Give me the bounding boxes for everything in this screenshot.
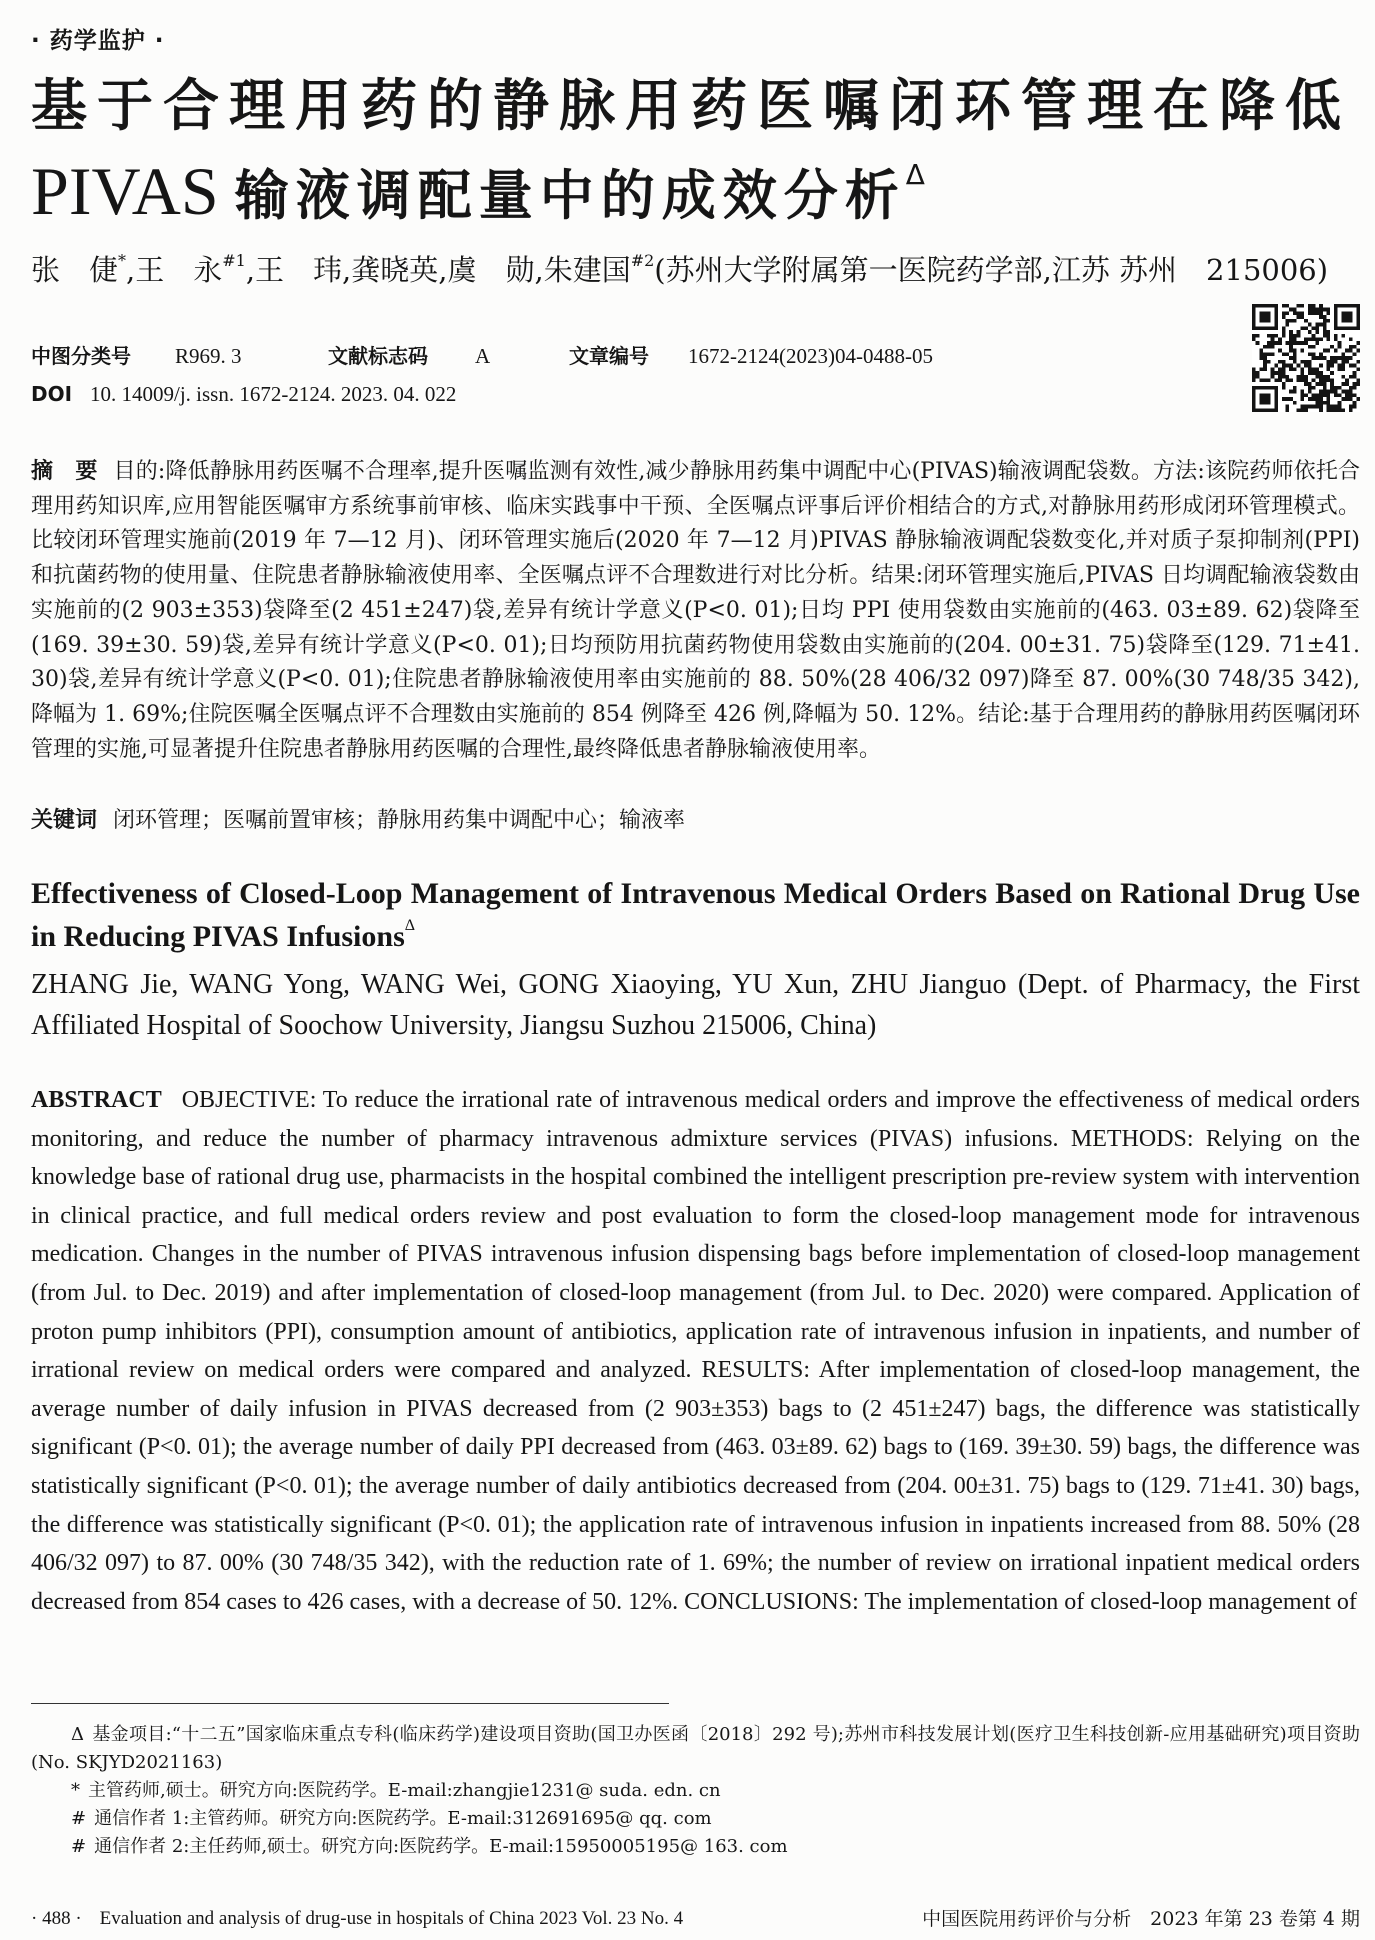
journal-name-cn: 中国医院用药评价与分析 2023 年第 23 卷第 4 期 [922, 1908, 1360, 1930]
article-no-value [688, 342, 933, 370]
footnote-mark: * [71, 1780, 80, 1801]
abstract-cn-text: 目的:降低静脉用药医嘱不合理率,提升医嘱监测有效性,减少静脉用药集中调配中心(PIVAS)输液调配袋数。方法:该院药师依托合理用药知识库,应用智能医嘱审方系统事前审核、临床实践事中干预、全医嘱点评事后评价相结合的方式,对静脉用药形成闭环管理模式。比较闭环管理实施前(2019 年 7—12 月)、闭环管理实施后(2020 年 7—12 月)PIVAS 静脉输液调配袋数变化,并对质子泵抑制剂(PPI)和抗菌药物的使用量、住院患者静脉输液使用率、全医嘱点评不合理数进行对比分析。结果:闭环管理实施后,PIVAS 日均调配输液袋数由实施前的(2 903±353)袋降至(2 451±247)袋,差异有统计学意义(P<0. 01);日均 PPI 使用袋数由实施前的(463. 03±89. 62)袋降至(169. 39±30. 59)袋,差异有统计学意义(P<0. 01);日均预防用抗菌药物使用袋数由实施前的(204. 00±31. 75)袋降至(129. 71±41. 30)袋,差异有统计学意义(P<0. 01);住院患者静脉输液使用率由实施前的 88. 50%(28 406/32 097)降至 87. 00%(30 748/35 342),降幅为 1. 69%;住院医嘱全医嘱点评不合理数由实施前的 854 例降至 426 例,降幅为 50. 12%。结论:基于合理用药的静脉用药医嘱闭环管理的实施,可显著提升住院患者静脉用药医嘱的合理性,最终降低患者静脉输液使用率。 [31, 459, 1360, 762]
footnote-funding [31, 1721, 1360, 1777]
doc-code-value [475, 342, 490, 370]
keywords-cn-label: 关键词 [31, 808, 98, 833]
section-tag: · 药学监护 · [31, 28, 165, 54]
doi-label [31, 380, 72, 408]
keywords-cn-text: 闭环管理；医嘱前置审核；静脉用药集中调配中心；输液率 [113, 808, 686, 833]
clc-value [175, 342, 242, 370]
clc-value-text: R969. 3 [175, 344, 242, 368]
abstract-cn-label: 摘 要 [31, 459, 98, 484]
authors-en: ZHANG Jie, WANG Yong, WANG Wei, GONG Xiaoying, YU Xun, ZHU Jianguo (Dept. of Pharmacy, the First Affiliated Hospital of Soochow University, Jiangsu Suzhou 215006, China) [31, 969, 1360, 1041]
clc-label [31, 342, 131, 370]
footnote-text: 基金项目:“十二五”国家临床重点专科(临床药学)建设项目资助(国卫办医函〔2018〕292 号);苏州市科技发展计划(医疗卫生科技创新-应用基础研究)项目资助(No. SKJYD2021163) [31, 1724, 1360, 1773]
footnote-corresponding-1 [31, 1805, 1360, 1833]
abstract-cn [31, 455, 1360, 803]
footnotes [31, 1721, 1360, 1866]
footnote-mark: # [71, 1836, 87, 1857]
doc-code-label [328, 342, 428, 370]
doc-code-label-text: 文献标志码 [328, 344, 428, 368]
author-1: 张 倢 [31, 253, 119, 287]
title-cn-acronym: PIVAS [31, 155, 219, 227]
author-2-mark: #1 [222, 251, 246, 270]
authors-cn [31, 249, 1360, 291]
page-number: · 488 · [31, 1908, 82, 1929]
clc-label-text: 中图分类号 [31, 344, 131, 368]
footnote-text: 通信作者 2:主任药师,硕士。研究方向:医院药学。E-mail:15950005195@ 163. com [94, 1836, 788, 1857]
footnote-text: 主管药师,硕士。研究方向:医院药学。E-mail:zhangjie1231@ suda. edn. cn [88, 1780, 721, 1801]
doi-value-text: 10. 14009/j. issn. 1672-2124. 2023. 04. 022 [90, 382, 457, 406]
doc-code-value-text: A [475, 344, 491, 368]
author-2: ,王 永 [126, 253, 223, 287]
title-cn-line-2 [31, 155, 1360, 227]
author-1-mark: * [118, 251, 127, 270]
abstract-en-text: OBJECTIVE: To reduce the irrational rate of intravenous medical orders and improve the effectiveness of medical orders monitoring, and reduce the number of pharmacy intravenous admixture services (PIVAS) infusions. METHODS: Relying on the knowledge base of rational drug use, pharmacists in the hospital combined the intelligent prescription pre-review system with intervention in clinical practice, and full medical orders review and post evaluation to form the closed-loop management mode for intravenous medication. Changes in the number of PIVAS intravenous infusion dispensing bags before implementation of closed-loop management (from Jul. to Dec. 2019) and after implementation of closed-loop management (from Jul. to Dec. 2020) were compared. Application of proton pump inhibitors (PPI), consumption amount of antibiotics, application rate of intravenous infusion in inpatients, and number of irrational review on medical orders were compared and analyzed. RESULTS: After implementation of closed-loop management, the average number of daily infusion in PIVAS decreased from (2 903±353) bags to (2 451±247) bags, the difference was statistically significant (P<0. 01); the average number of daily PPI decreased from (463. 03±89. 62) bags to (169. 39±30. 59) bags, the difference was statistically significant (P<0. 01); the average number of daily antibiotics decreased from (204. 00±31. 75) bags to (129. 71±41. 30) bags, the difference was statistically significant (P<0. 01); the application rate of intravenous infusion in inpatients increased from 88. 50% (28 406/32 097) to 87. 00% (30 748/35 342), with the reduction rate of 1. 69%; the number of review on irrational inpatient medical orders decreased from 854 cases to 426 cases, with a decrease of 50. 12%. CONCLUSIONS: The implementation of closed-loop management of [31, 1087, 1360, 1615]
qr-code [1252, 304, 1360, 412]
title-en [31, 872, 1360, 960]
footnote-mark: Δ [71, 1724, 84, 1745]
affiliation-cn: (苏州大学附属第一医院药学部,江苏 苏州 215006) [654, 253, 1329, 287]
title-cn-fund-mark: Δ [905, 158, 925, 191]
doi-value [90, 380, 456, 408]
title-en-text: Effectiveness of Closed-Loop Management of Intravenous Medical Orders Based on Rational Drug Use in Reducing PIVAS Infusions [31, 877, 1360, 953]
title-en-fund-mark: Δ [404, 917, 416, 934]
footnote-corresponding-2 [31, 1833, 1360, 1861]
doi-label-text: DOI [31, 382, 73, 406]
article-no-value-text: 1672-2124(2023)04-0488-05 [688, 344, 933, 368]
qr-code-box [1252, 304, 1360, 412]
title-cn-line-1: 基于合理用药的静脉用药医嘱闭环管理在降低 [31, 73, 1351, 139]
footnote-first-author [31, 1777, 1360, 1805]
keywords-cn [31, 803, 1360, 838]
footnote-text: 通信作者 1:主管药师。研究方向:医院药学。E-mail:312691695@ qq. com [94, 1808, 712, 1829]
author-3-group: ,王 玮,龚晓英,虞 勋,朱建国 [245, 253, 631, 287]
abstract-en [31, 1081, 1360, 1699]
article-no-label-text: 文章编号 [569, 344, 649, 368]
author-6-mark: #2 [630, 251, 655, 270]
footnote-mark: # [71, 1808, 87, 1829]
abstract-en-label: ABSTRACT [31, 1087, 162, 1113]
title-cn-text: 输液调配量中的成效分析 [234, 163, 906, 227]
footnote-divider [31, 1703, 669, 1704]
journal-name-en: Evaluation and analysis of drug-use in hospitals of China 2023 Vol. 23 No. 4 [99, 1908, 684, 1929]
footer-left [31, 1906, 683, 1932]
article-no-label [569, 342, 649, 370]
